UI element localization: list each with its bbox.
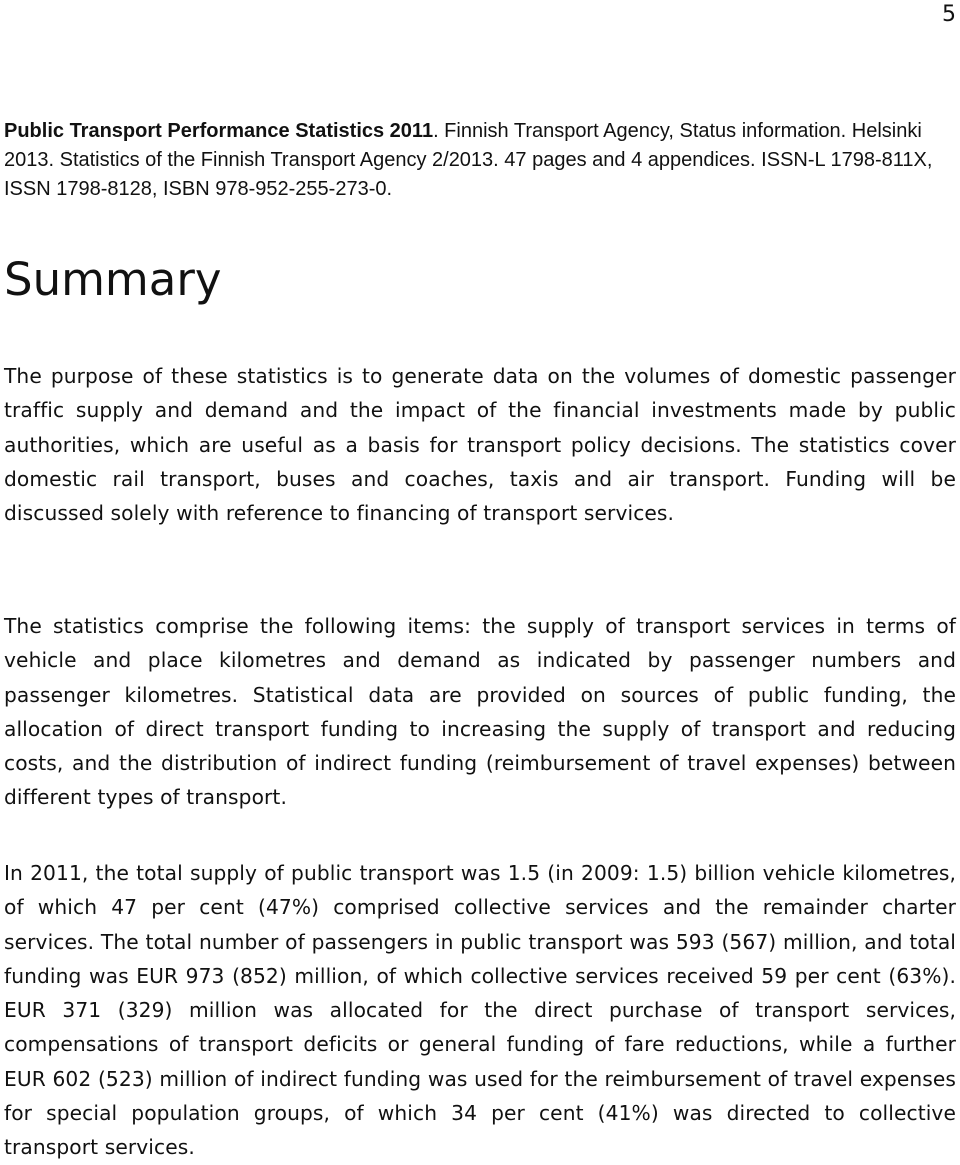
- summary-paragraph-items: The statistics comprise the following items: the supply of transport services in terms of vehicle and place kilometres and demand as indicated by passenger numbers and passenger kilometres. Statistical data are provided on sources of public funding, the allocation of direct transport funding to increasing the supply of transport and reducing costs, and the distribution of indirect funding (reimbursement of travel expenses) between different types of transport.: [4, 614, 956, 810]
- summary-paragraph-purpose: The purpose of these statistics is to generate data on the volumes of domestic passenger traffic supply and demand and the impact of the financial investments made by public authorities, which are useful as a basis for transport policy decisions. The statistics cover domestic rail transport, buses and coaches, taxis and air transport. Funding will be discussed solely with reference to financing of transport services.: [4, 364, 956, 526]
- summary-heading: Summary: [4, 253, 222, 306]
- citation-details: . Finnish Transport Agency, Status information. Helsinki 2013. Statistics of the Finnish Transport Agency 2/2013. 47 pages and 4 appendices. ISSN-L 1798-811X, ISSN 1798-8128, ISBN 978-952-255-273-0.: [4, 120, 933, 200]
- summary-paragraph-figures: In 2011, the total supply of public transport was 1.5 (in 2009: 1.5) billion vehicle kilometres, of which 47 per cent (47%) comprised collective services and the remainder charter services. The total number of passengers in public transport was 593 (567) million, and total funding was EUR 973 (852) million, of which collective services received 59 per cent (63%). EUR 371 (329) million was allocated for the direct purchase of transport services, compensations of transport deficits or general funding of fare reductions, while a further EUR 602 (523) million of indirect funding was used for the reimbursement of travel expenses for special population groups, of which 34 per cent (41%) was directed to collective transport services.: [4, 861, 956, 1160]
- page-number: 5: [942, 2, 956, 27]
- publication-title: Public Transport Performance Statistics 2011: [4, 120, 434, 142]
- bibliographic-citation: [4, 117, 956, 204]
